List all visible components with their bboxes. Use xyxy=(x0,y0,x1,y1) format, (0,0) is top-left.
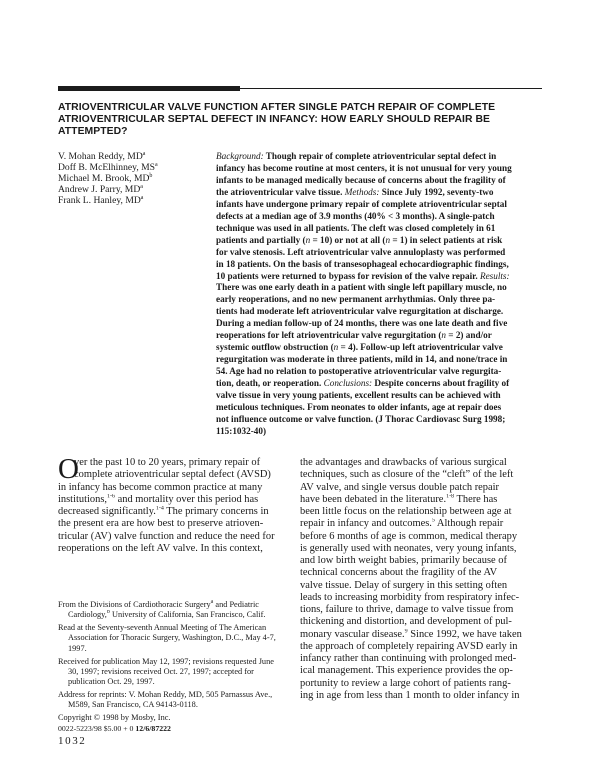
body-line: the advantages and drawbacks of various surgical xyxy=(300,457,507,468)
author: Michael M. Brook, $MD^b$ xyxy=(58,173,153,185)
abstract-line: infancy has become routine at most centers, it is not unusual for very young xyxy=(216,162,512,173)
body-line: ver the past 10 to 20 years, primary repair of xyxy=(74,457,261,468)
abstract-line: the atrioventricular valve tissue. Methods: Since July 1992, seventy-two xyxy=(216,186,494,197)
author: Andrew J. Parry, $MD^a$ xyxy=(58,184,143,196)
body-line: and low birth weight babies, primarily because of xyxy=(300,555,507,566)
body-line: valve tissue. Delay of surgery in this setting often xyxy=(300,579,508,591)
body-line: ical management. This experience provides the op- xyxy=(300,665,513,677)
body-line: in infancy has become common practice at many xyxy=(58,481,263,493)
abstract-line: valve tissue in very young patients, excellent results can be achieved with xyxy=(216,390,501,401)
abstract-line: defects at a median age of 3.9 months (40% < 3 months). A single-patch xyxy=(216,210,495,221)
body-line: institutions,$^{1-6}$ and mortality over this period has xyxy=(58,493,259,505)
title-line: ATRIOVENTRICULAR VALVE FUNCTION AFTER SINGLE PATCH REPAIR OF COMPLETE xyxy=(58,102,496,113)
body-column-left xyxy=(58,453,290,555)
abstract-line: in 18 patients. On the basis of transesophageal echocardiographic findings, xyxy=(216,258,509,269)
body-line: portunity to review a large cohort of patients rang- xyxy=(300,677,511,689)
abstract-line: technique was used in all patients. The cleft was closed completely in 61 xyxy=(216,222,496,233)
issn-line: 0022-5223/98 $5.00 + 0 12/6/87222 xyxy=(58,723,171,733)
body-line: before 6 months of age is common, medical therapy xyxy=(300,530,518,542)
drop-cap: O xyxy=(58,453,79,485)
body-line: is generally used with neonates, very young infants, xyxy=(300,542,517,554)
abstract-line: reoperations for left atrioventricular valve regurgitation (n = 2) and/or xyxy=(216,330,492,341)
abstract-line: 115:1032-40) xyxy=(216,425,267,436)
body-column-right xyxy=(300,457,544,702)
abstract-line: Background: Though repair of complete atrioventricular septal defect in xyxy=(216,151,497,161)
body-line: technical concerns about the fragility of the AV xyxy=(300,567,498,579)
body-line: AV valve, and single versus double patch repair xyxy=(300,481,500,493)
abstract-line: tion, death, or reoperation. Conclusions: Despite concerns about fragility of xyxy=(216,378,510,389)
abstract-line: infants to be managed medically because of concerns about the fragility of xyxy=(216,174,506,185)
title-line: ATTEMPTED? xyxy=(58,126,128,137)
footnotes xyxy=(58,600,290,733)
body-line: tricular (AV) valve function and reduce the need for xyxy=(58,530,275,542)
author-list xyxy=(58,151,208,206)
body-line: been little focus on the relationship between age at xyxy=(300,506,512,517)
body-line: decreased significantly.$^{1-4}$ The primary concerns in xyxy=(58,506,269,517)
body-line: complete atrioventricular septal defect (AVSD) xyxy=(74,469,271,481)
header-rule xyxy=(58,88,542,89)
abstract-line: During a median follow-up of 24 months, there was one late death and five xyxy=(216,318,508,329)
abstract-line: 54. Age had no relation to postoperative atrioventricular valve regurgita- xyxy=(216,366,502,377)
abstract-line: meticulous techniques. From neonates to older infants, age at repair does xyxy=(216,402,502,413)
body-line: techniques, such as closure of the “cleft” of the left xyxy=(300,469,514,481)
abstract-line: for valve stenosis. Left atrioventricular valve annuloplasty was performed xyxy=(216,246,506,257)
reprints-note: Address for reprints: V. Mohan Reddy, MD, 505 Parnassus Ave., M589, San Francisco, CA 94143-0118. xyxy=(58,690,273,710)
body-line: the present era are how best to preserve atrioven- xyxy=(58,518,264,530)
copyright-note: Copyright © 1998 by Mosby, Inc. xyxy=(58,713,171,723)
body-line: monary vascular disease.$^9$ Since 1992, we have taken xyxy=(300,628,522,640)
abstract-line: There was one early death in a patient with single left papillary muscle, no xyxy=(216,282,507,293)
page-number: 1032 xyxy=(58,735,87,747)
title-line: ATRIOVENTRICULAR SEPTAL DEFECT IN INFANCY: HOW EARLY SHOULD REPAIR BE xyxy=(58,114,490,125)
meeting-note: Read at the Seventy-seventh Annual Meeting of The American Association for Thoracic Surgery, Washington, D.C., May 4-7, 1997. xyxy=(58,623,276,653)
abstract-line: tients had moderate left atrioventricular valve regurgitation at discharge. xyxy=(216,306,504,317)
abstract-line: 10 patients were returned to bypass for revision of the valve repair. Results: xyxy=(216,270,510,281)
abstract-line: patients and partially (n = 10) or not at all (n = 1) in select patients at risk xyxy=(216,234,503,245)
body-line: repair in infancy and outcomes.$^5$ Although repair xyxy=(300,518,504,530)
body-line: ing in age from less than 1 month to older infancy in xyxy=(300,689,520,701)
body-line: infancy rather than continuing with prolonged med- xyxy=(300,653,517,664)
body-line: thickening and distortion, and development of pul- xyxy=(300,616,512,628)
body-line: leads to increasing morbidity from respiratory infec- xyxy=(300,591,520,603)
author: V. Mohan Reddy, $MD^a$ xyxy=(58,150,146,162)
body-line: have been debated in the literature.$^{1-8}$ There has xyxy=(300,493,498,505)
abstract-line: systemic outflow obstruction (n = 4). Follow-up left atrioventricular valve xyxy=(216,342,503,353)
abstract xyxy=(216,151,544,438)
author: Doff B. McElhinney, $MS^a$ xyxy=(58,161,158,174)
abstract-line: not influence outcome or valve function. (J Thorac Cardiovasc Surg 1998; xyxy=(216,413,506,424)
article-title xyxy=(58,102,528,138)
body-line: reoperations on the left AV valve. In this context, xyxy=(58,542,263,554)
received-note: Received for publication May 12, 1997; revisions requested June 30, 1997; revisions received Oct. 27, 1997; accepted for publication Oct. 29, 1997. xyxy=(58,656,274,687)
body-line: tions, failure to thrive, damage to valve tissue from xyxy=(300,604,514,615)
abstract-line: early reoperations, and no new permanent arrhythmias. Only three pa- xyxy=(216,294,496,305)
abstract-line: infants have undergone primary repair of complete atrioventricular septal xyxy=(216,198,507,209)
body-line: the approach of completely repairing AVSD early in xyxy=(300,640,518,652)
author: Frank L. Hanley, $MD^a$ xyxy=(58,195,144,207)
abstract-line: regurgitation was moderate in three patients, mild in 14, and none/trace in xyxy=(216,354,508,365)
affiliation-note: From the Divisions of Cardiothoracic Surgery$^a$ and Pediatric Cardiology,$^b$ University of California, San Francisco, Calif. xyxy=(58,600,266,620)
